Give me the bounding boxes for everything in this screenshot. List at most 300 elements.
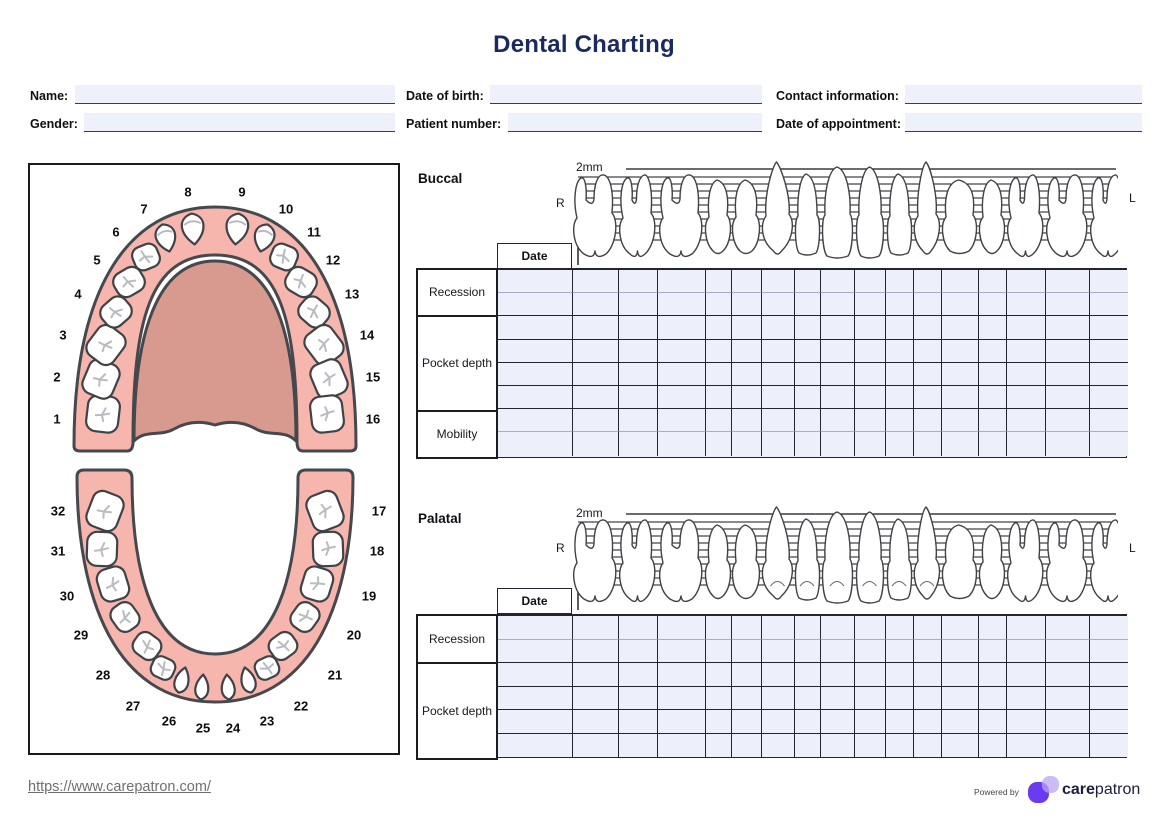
- measurement-cell[interactable]: [855, 270, 886, 293]
- measurement-cell[interactable]: [886, 316, 914, 339]
- measurement-cell[interactable]: [821, 734, 855, 758]
- left-side-marker-buccal: L: [1129, 191, 1136, 205]
- measurement-cell[interactable]: [1090, 386, 1128, 409]
- measurement-cell[interactable]: [1090, 409, 1128, 432]
- measurement-cell[interactable]: [619, 616, 658, 640]
- strip-tooth: [887, 519, 911, 600]
- measurement-cell[interactable]: [1046, 409, 1090, 432]
- measurement-cell[interactable]: [1090, 270, 1128, 293]
- measurement-cell[interactable]: [762, 687, 795, 711]
- measurement-cell[interactable]: [942, 432, 979, 455]
- measurement-cell[interactable]: [732, 687, 762, 711]
- measurement-cell[interactable]: [795, 432, 821, 455]
- measurement-cell[interactable]: [1090, 640, 1128, 664]
- brand-bold: care: [1062, 781, 1095, 798]
- measurement-cell[interactable]: [821, 640, 855, 664]
- date-value-cell[interactable]: [498, 640, 573, 664]
- measurement-cell[interactable]: [762, 663, 795, 687]
- measurement-cell[interactable]: [1007, 687, 1046, 711]
- measurement-cell[interactable]: [1007, 316, 1046, 339]
- tooth-number: 29: [73, 627, 89, 643]
- measurement-cell[interactable]: [942, 640, 979, 664]
- tooth-number: 12: [325, 252, 341, 268]
- measurement-cell[interactable]: [821, 432, 855, 455]
- measurement-cell[interactable]: [619, 663, 658, 687]
- measurement-cell[interactable]: [855, 363, 886, 386]
- row-group-label-mobility: Mobility: [416, 410, 498, 459]
- measurement-cell[interactable]: [942, 363, 979, 386]
- measurement-cell[interactable]: [914, 386, 942, 409]
- measurement-cell[interactable]: [658, 293, 706, 316]
- measurement-cell[interactable]: [942, 386, 979, 409]
- measurement-cell[interactable]: [942, 663, 979, 687]
- measurement-cell[interactable]: [886, 663, 914, 687]
- tooth-number: 30: [59, 588, 75, 604]
- date-value-cell[interactable]: [498, 734, 573, 758]
- date-header-palatal: Date: [497, 588, 572, 614]
- measurement-cell[interactable]: [573, 340, 619, 363]
- date-value-cell[interactable]: [498, 363, 573, 386]
- measurement-cell[interactable]: [619, 432, 658, 455]
- strip-tooth: [914, 162, 939, 254]
- measurement-cell[interactable]: [855, 432, 886, 455]
- measurement-cell[interactable]: [658, 663, 706, 687]
- tooth-number: 16: [365, 411, 381, 427]
- measurement-cell[interactable]: [979, 710, 1007, 734]
- measurement-cell[interactable]: [762, 270, 795, 293]
- tooth-number: 32: [50, 503, 66, 519]
- measurement-cell[interactable]: [914, 663, 942, 687]
- measurement-cell[interactable]: [573, 409, 619, 432]
- carepatron-link[interactable]: https://www.carepatron.com/: [28, 779, 211, 795]
- measurement-cell[interactable]: [619, 316, 658, 339]
- measurement-cell[interactable]: [706, 432, 732, 455]
- row-group-label-pocket-depth: Pocket depth: [416, 315, 498, 412]
- measurement-cell[interactable]: [886, 386, 914, 409]
- measurement-cell[interactable]: [795, 340, 821, 363]
- measurement-cell[interactable]: [821, 710, 855, 734]
- measurement-cell[interactable]: [795, 293, 821, 316]
- measurement-cell[interactable]: [1046, 734, 1090, 758]
- measurement-cell[interactable]: [914, 710, 942, 734]
- measurement-cell[interactable]: [886, 363, 914, 386]
- measurement-cell[interactable]: [979, 432, 1007, 455]
- measurement-cell[interactable]: [706, 386, 732, 409]
- measurement-cell[interactable]: [795, 687, 821, 711]
- measurement-cell[interactable]: [942, 409, 979, 432]
- tooth-number: 3: [59, 327, 67, 343]
- date-value-cell[interactable]: [498, 432, 573, 455]
- measurement-cell[interactable]: [886, 293, 914, 316]
- measurement-cell[interactable]: [942, 316, 979, 339]
- measurement-cell[interactable]: [942, 687, 979, 711]
- measurement-cell[interactable]: [658, 340, 706, 363]
- measurement-cell[interactable]: [795, 363, 821, 386]
- measurement-cell[interactable]: [795, 386, 821, 409]
- measurement-cell[interactable]: [732, 734, 762, 758]
- measurement-cell[interactable]: [886, 409, 914, 432]
- measurement-cell[interactable]: [706, 316, 732, 339]
- measurement-cell[interactable]: [979, 293, 1007, 316]
- measurement-cell[interactable]: [762, 710, 795, 734]
- measurement-cell[interactable]: [573, 293, 619, 316]
- measurement-cell[interactable]: [821, 616, 855, 640]
- measurement-cell[interactable]: [1090, 616, 1128, 640]
- measurement-cell[interactable]: [573, 687, 619, 711]
- strip-tooth: [762, 507, 792, 599]
- measurement-cell[interactable]: [979, 616, 1007, 640]
- measurement-cell[interactable]: [886, 616, 914, 640]
- measurement-cell[interactable]: [914, 687, 942, 711]
- measurement-cell[interactable]: [1090, 293, 1128, 316]
- measurement-cell[interactable]: [732, 363, 762, 386]
- measurement-cell[interactable]: [573, 270, 619, 293]
- date-value-cell[interactable]: [498, 663, 573, 687]
- strip-tooth: [762, 162, 792, 254]
- measurement-cell[interactable]: [1090, 710, 1128, 734]
- measurement-cell[interactable]: [979, 386, 1007, 409]
- measurement-cell[interactable]: [573, 386, 619, 409]
- measurement-cell[interactable]: [732, 340, 762, 363]
- measurement-cell[interactable]: [1046, 293, 1090, 316]
- measurement-cell[interactable]: [914, 409, 942, 432]
- tooth-number: 25: [195, 720, 211, 736]
- carepatron-logo-icon: [1026, 775, 1062, 805]
- measurement-cell[interactable]: [732, 710, 762, 734]
- measurement-cell[interactable]: [795, 316, 821, 339]
- measurement-cell[interactable]: [706, 734, 732, 758]
- measurement-cell[interactable]: [914, 616, 942, 640]
- measurement-cell[interactable]: [762, 316, 795, 339]
- measurement-cell[interactable]: [573, 710, 619, 734]
- measurement-cell[interactable]: [821, 386, 855, 409]
- measurement-cell[interactable]: [1046, 687, 1090, 711]
- measurement-cell[interactable]: [886, 710, 914, 734]
- tooth-number: 2: [53, 369, 61, 385]
- measurement-cell[interactable]: [706, 687, 732, 711]
- measurement-cell[interactable]: [573, 432, 619, 455]
- measurement-cell[interactable]: [855, 640, 886, 664]
- measurement-cell[interactable]: [573, 363, 619, 386]
- measurement-cell[interactable]: [914, 316, 942, 339]
- measurement-cell[interactable]: [795, 734, 821, 758]
- strip-tooth: [574, 175, 616, 256]
- strip-tooth: [914, 507, 939, 599]
- measurement-cell[interactable]: [1007, 270, 1046, 293]
- measurement-cell[interactable]: [658, 687, 706, 711]
- measurement-cell[interactable]: [855, 293, 886, 316]
- measurement-cell[interactable]: [1090, 663, 1128, 687]
- measurement-cell[interactable]: [942, 710, 979, 734]
- measurement-cell[interactable]: [821, 270, 855, 293]
- measurement-cell[interactable]: [855, 734, 886, 758]
- strip-tooth: [660, 175, 702, 256]
- measurement-cell[interactable]: [979, 409, 1007, 432]
- powered-by-label: Powered by: [974, 787, 1019, 797]
- measurement-cell[interactable]: [762, 386, 795, 409]
- measurement-cell[interactable]: [1007, 734, 1046, 758]
- measurement-cell[interactable]: [762, 616, 795, 640]
- measurement-cell[interactable]: [573, 734, 619, 758]
- measurement-cell[interactable]: [914, 270, 942, 293]
- measurement-cell[interactable]: [795, 270, 821, 293]
- measurement-cell[interactable]: [658, 432, 706, 455]
- measurement-cell[interactable]: [821, 409, 855, 432]
- measurement-cell[interactable]: [732, 386, 762, 409]
- measurement-cell[interactable]: [762, 432, 795, 455]
- dental-arches-diagram: [30, 165, 398, 753]
- gender-label: Gender:: [30, 117, 78, 131]
- patient-number-label: Patient number:: [406, 117, 502, 131]
- measurement-cell[interactable]: [619, 734, 658, 758]
- measurement-cell[interactable]: [979, 687, 1007, 711]
- measurement-cell[interactable]: [886, 640, 914, 664]
- date-value-cell[interactable]: [498, 316, 573, 339]
- measurement-cell[interactable]: [1007, 386, 1046, 409]
- measurement-cell[interactable]: [979, 316, 1007, 339]
- strip-tooth: [1091, 175, 1118, 256]
- measurement-cell[interactable]: [619, 293, 658, 316]
- measurement-cell[interactable]: [1046, 386, 1090, 409]
- measurement-cell[interactable]: [1046, 270, 1090, 293]
- measurement-cell[interactable]: [795, 409, 821, 432]
- right-side-marker-palatal: R: [556, 541, 565, 555]
- date-header-buccal: Date: [497, 243, 572, 269]
- measurement-cell[interactable]: [762, 293, 795, 316]
- measurement-cell[interactable]: [979, 363, 1007, 386]
- measurement-cell[interactable]: [942, 616, 979, 640]
- measurement-cell[interactable]: [979, 663, 1007, 687]
- date-value-cell[interactable]: [498, 386, 573, 409]
- measurement-cell[interactable]: [1007, 640, 1046, 664]
- left-side-marker-palatal: L: [1129, 541, 1136, 555]
- date-value-cell[interactable]: [498, 340, 573, 363]
- date-value-cell[interactable]: [498, 710, 573, 734]
- measurement-cell[interactable]: [855, 687, 886, 711]
- measurement-cell[interactable]: [821, 340, 855, 363]
- measurement-cell[interactable]: [619, 687, 658, 711]
- tooth-number: 31: [50, 543, 66, 559]
- measurement-cell[interactable]: [706, 710, 732, 734]
- measurement-cell[interactable]: [619, 710, 658, 734]
- measurement-cell[interactable]: [1046, 363, 1090, 386]
- tooth-number: 1: [53, 411, 61, 427]
- measurement-cell[interactable]: [1046, 640, 1090, 664]
- date-value-cell[interactable]: [498, 409, 573, 432]
- measurement-cell[interactable]: [942, 734, 979, 758]
- measurement-cell[interactable]: [706, 340, 732, 363]
- measurement-cell[interactable]: [573, 663, 619, 687]
- measurement-cell[interactable]: [706, 640, 732, 664]
- measurement-cell[interactable]: [706, 270, 732, 293]
- measurement-cell[interactable]: [795, 663, 821, 687]
- measurement-cell[interactable]: [762, 363, 795, 386]
- measurement-cell[interactable]: [855, 616, 886, 640]
- measurement-cell[interactable]: [979, 734, 1007, 758]
- measurement-cell[interactable]: [1007, 409, 1046, 432]
- measurement-cell[interactable]: [942, 293, 979, 316]
- measurement-cell[interactable]: [886, 340, 914, 363]
- measurement-cell[interactable]: [762, 640, 795, 664]
- measurement-cell[interactable]: [658, 386, 706, 409]
- measurement-cell[interactable]: [1007, 293, 1046, 316]
- strip-tooth: [1047, 520, 1087, 601]
- measurement-cell[interactable]: [619, 640, 658, 664]
- measurement-cell[interactable]: [732, 640, 762, 664]
- measurement-cell[interactable]: [1007, 363, 1046, 386]
- measurement-cell[interactable]: [914, 340, 942, 363]
- measurement-cell[interactable]: [573, 316, 619, 339]
- measurement-cell[interactable]: [1046, 340, 1090, 363]
- measurement-cell[interactable]: [658, 270, 706, 293]
- measurement-cell[interactable]: [706, 409, 732, 432]
- patient-number-input[interactable]: [508, 113, 762, 132]
- date-of-appointment-label: Date of appointment:: [776, 117, 901, 131]
- measurement-cell[interactable]: [821, 316, 855, 339]
- measurement-cell[interactable]: [619, 409, 658, 432]
- measurement-cell[interactable]: [979, 340, 1007, 363]
- tooth-number: 20: [346, 627, 362, 643]
- measurement-cell[interactable]: [658, 409, 706, 432]
- measurement-cell[interactable]: [942, 270, 979, 293]
- measurement-cell[interactable]: [821, 293, 855, 316]
- section-label-buccal: Buccal: [418, 171, 463, 186]
- measurement-cell[interactable]: [706, 663, 732, 687]
- measurement-cell[interactable]: [979, 270, 1007, 293]
- measurement-cell[interactable]: [732, 316, 762, 339]
- measurement-cell[interactable]: [914, 640, 942, 664]
- measurement-cell[interactable]: [1090, 687, 1128, 711]
- gender-input[interactable]: [84, 113, 395, 132]
- measurement-cell[interactable]: [1090, 363, 1128, 386]
- measurement-cell[interactable]: [1007, 340, 1046, 363]
- measurement-cell[interactable]: [706, 293, 732, 316]
- measurement-cell[interactable]: [732, 409, 762, 432]
- date-value-cell[interactable]: [498, 616, 573, 640]
- measurement-cell[interactable]: [886, 270, 914, 293]
- measurement-cell[interactable]: [619, 270, 658, 293]
- measurement-cell[interactable]: [914, 432, 942, 455]
- buccal-grid: [497, 268, 1127, 458]
- palatal-teeth-strip: [568, 500, 1118, 613]
- strip-tooth: [823, 167, 853, 258]
- section-label-palatal: Palatal: [418, 511, 462, 526]
- measurement-cell[interactable]: [1046, 663, 1090, 687]
- arch-tooth: [86, 531, 117, 566]
- measurement-cell[interactable]: [762, 734, 795, 758]
- palatal-grid: [497, 614, 1127, 758]
- date-of-appointment-input[interactable]: [905, 113, 1142, 132]
- measurement-cell[interactable]: [762, 340, 795, 363]
- strip-tooth: [733, 180, 760, 254]
- measurement-cell[interactable]: [619, 386, 658, 409]
- measurement-cell[interactable]: [619, 363, 658, 386]
- measurement-cell[interactable]: [1007, 710, 1046, 734]
- name-input[interactable]: [75, 85, 395, 104]
- measurement-cell[interactable]: [979, 640, 1007, 664]
- measurement-cell[interactable]: [658, 734, 706, 758]
- measurement-cell[interactable]: [1046, 432, 1090, 455]
- strip-tooth: [660, 520, 702, 601]
- measurement-cell[interactable]: [795, 640, 821, 664]
- measurement-cell[interactable]: [795, 616, 821, 640]
- measurement-cell[interactable]: [855, 409, 886, 432]
- measurement-cell[interactable]: [1007, 616, 1046, 640]
- strip-tooth: [823, 512, 853, 603]
- date-of-birth-input[interactable]: [490, 85, 762, 104]
- measurement-cell[interactable]: [732, 432, 762, 455]
- measurement-cell[interactable]: [658, 316, 706, 339]
- brand-wordmark: [1062, 781, 1140, 799]
- measurement-cell[interactable]: [658, 363, 706, 386]
- measurement-cell[interactable]: [855, 710, 886, 734]
- measurement-cell[interactable]: [855, 316, 886, 339]
- measurement-cell[interactable]: [658, 640, 706, 664]
- measurement-cell[interactable]: [1090, 316, 1128, 339]
- tooth-number: 10: [278, 201, 294, 217]
- measurement-cell[interactable]: [855, 340, 886, 363]
- tooth-number: 13: [344, 286, 360, 302]
- measurement-cell[interactable]: [1046, 616, 1090, 640]
- strip-tooth: [795, 519, 819, 600]
- date-value-cell[interactable]: [498, 293, 573, 316]
- measurement-cell[interactable]: [706, 616, 732, 640]
- measurement-cell[interactable]: [855, 386, 886, 409]
- measurement-cell[interactable]: [821, 663, 855, 687]
- tooth-number: 9: [238, 184, 246, 200]
- date-value-cell[interactable]: [498, 687, 573, 711]
- strip-tooth: [620, 520, 655, 601]
- measurement-cell[interactable]: [1007, 432, 1046, 455]
- measurement-cell[interactable]: [762, 409, 795, 432]
- measurement-cell[interactable]: [914, 363, 942, 386]
- measurement-cell[interactable]: [732, 663, 762, 687]
- measurement-cell[interactable]: [942, 340, 979, 363]
- measurement-cell[interactable]: [658, 710, 706, 734]
- date-value-cell[interactable]: [498, 270, 573, 293]
- measurement-cell[interactable]: [821, 687, 855, 711]
- tooth-number: 18: [369, 543, 385, 559]
- measurement-cell[interactable]: [914, 293, 942, 316]
- measurement-cell[interactable]: [573, 616, 619, 640]
- strip-tooth: [1008, 520, 1043, 601]
- measurement-cell[interactable]: [821, 363, 855, 386]
- measurement-cell[interactable]: [795, 710, 821, 734]
- measurement-cell[interactable]: [914, 734, 942, 758]
- measurement-cell[interactable]: [1007, 663, 1046, 687]
- measurement-cell[interactable]: [855, 663, 886, 687]
- tooth-number: 15: [365, 369, 381, 385]
- measurement-cell[interactable]: [1090, 734, 1128, 758]
- date-of-birth-label: Date of birth:: [406, 89, 484, 103]
- measurement-cell[interactable]: [1090, 340, 1128, 363]
- measurement-cell[interactable]: [732, 616, 762, 640]
- measurement-cell[interactable]: [1046, 710, 1090, 734]
- measurement-cell[interactable]: [886, 687, 914, 711]
- measurement-cell[interactable]: [1090, 432, 1128, 455]
- measurement-cell[interactable]: [886, 432, 914, 455]
- measurement-cell[interactable]: [732, 293, 762, 316]
- measurement-cell[interactable]: [732, 270, 762, 293]
- measurement-cell[interactable]: [619, 340, 658, 363]
- measurement-cell[interactable]: [573, 640, 619, 664]
- measurement-cell[interactable]: [886, 734, 914, 758]
- contact-information-input[interactable]: [905, 85, 1142, 104]
- measurement-cell[interactable]: [706, 363, 732, 386]
- tooth-number: 17: [371, 503, 387, 519]
- measurement-cell[interactable]: [1046, 316, 1090, 339]
- measurement-cell[interactable]: [658, 616, 706, 640]
